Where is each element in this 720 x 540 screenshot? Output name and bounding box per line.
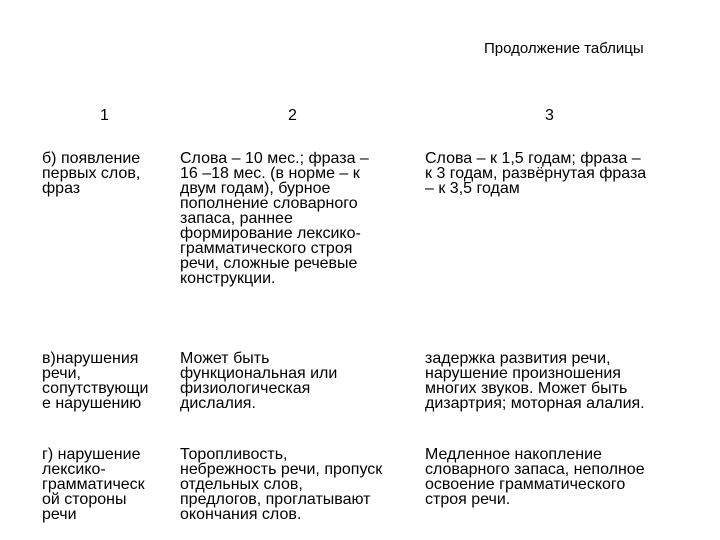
table-caption: Продолжение таблицы — [484, 40, 644, 57]
row-label: в)нарушения речи, сопутствующи е нарушению — [42, 350, 149, 412]
column-header-2: 2 — [288, 107, 297, 124]
row-delay-cell: Слова – к 1,5 годам; фраза – к 3 годам, развёрнутая фраза – к 3,5 годам — [425, 150, 647, 197]
row-norm-cell: Слова – 10 мес.; фраза – 16 –18 мес. (в норме – к двум годам), бурное пополнение словарного запаса, раннее формирование лексико- грамматического строя речи, сложные речевые конструкции. — [180, 150, 369, 287]
row-label: б) появление первых слов, фраз — [42, 150, 141, 197]
row-norm-cell: Торопливость, небрежность речи, пропуск отдельных слов, предлогов, проглатывают окончания слов. — [180, 446, 383, 523]
column-header-3: 3 — [545, 107, 554, 124]
column-header-1: 1 — [100, 107, 109, 124]
row-delay-cell: задержка развития речи, нарушение произношения многих звуков. Может быть дизартрия; моторная алалия. — [425, 350, 645, 412]
row-label: г) нарушение лексико- грамматическ ой стороны речи — [42, 446, 145, 523]
row-norm-cell: Может быть функциональная или физиологическая дислалия. — [180, 350, 338, 412]
row-delay-cell: Медленное накопление словарного запаса, неполное освоение грамматического строя речи. — [425, 446, 645, 508]
